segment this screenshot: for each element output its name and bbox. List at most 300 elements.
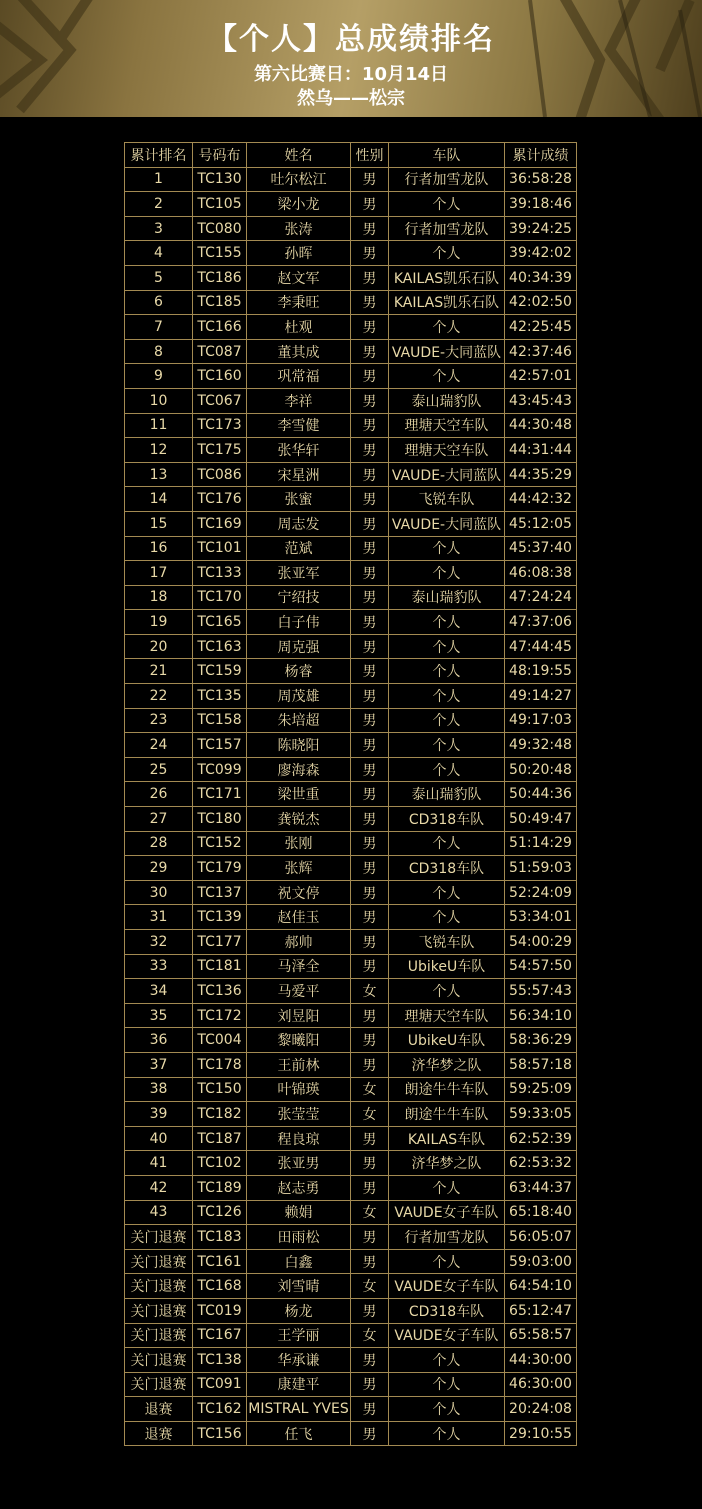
gender-cell: 男 xyxy=(351,1348,389,1373)
table-row xyxy=(125,856,577,881)
bib-cell: TC166 xyxy=(193,315,247,340)
rank-cell: 24 xyxy=(125,733,193,758)
total-time-cell: 59:33:05 xyxy=(505,1102,577,1127)
team-cell: KAILAS车队 xyxy=(389,1126,505,1151)
bib-cell: TC176 xyxy=(193,487,247,512)
name-cell: 李雪健 xyxy=(247,413,351,438)
total-time-cell: 48:19:55 xyxy=(505,659,577,684)
rank-cell: 5 xyxy=(125,265,193,290)
rank-cell: 7 xyxy=(125,315,193,340)
name-cell: 程良琼 xyxy=(247,1126,351,1151)
team-cell: 个人 xyxy=(389,684,505,709)
bib-cell: TC101 xyxy=(193,536,247,561)
total-time-cell: 42:02:50 xyxy=(505,290,577,315)
bib-cell: TC162 xyxy=(193,1397,247,1422)
rank-cell: 关门退赛 xyxy=(125,1323,193,1348)
table-row xyxy=(125,265,577,290)
table-row xyxy=(125,782,577,807)
table-row xyxy=(125,1126,577,1151)
total-time-cell: 36:58:28 xyxy=(505,167,577,192)
table-row xyxy=(125,487,577,512)
name-cell: 张蜜 xyxy=(247,487,351,512)
gender-cell: 女 xyxy=(351,1077,389,1102)
bib-cell: TC165 xyxy=(193,610,247,635)
bib-cell: TC168 xyxy=(193,1274,247,1299)
col-header-team: 车队 xyxy=(389,143,505,168)
name-cell: 梁世重 xyxy=(247,782,351,807)
name-cell: 田雨松 xyxy=(247,1225,351,1250)
bib-cell: TC150 xyxy=(193,1077,247,1102)
team-cell: 个人 xyxy=(389,364,505,389)
team-cell: VAUDE女子车队 xyxy=(389,1274,505,1299)
name-cell: 张亚男 xyxy=(247,1151,351,1176)
team-cell: 行者加雪龙队 xyxy=(389,1225,505,1250)
rank-cell: 31 xyxy=(125,905,193,930)
team-cell: 个人 xyxy=(389,561,505,586)
table-row xyxy=(125,241,577,266)
name-cell: 马泽全 xyxy=(247,954,351,979)
table-row xyxy=(125,388,577,413)
gender-cell: 男 xyxy=(351,364,389,389)
bib-cell: TC161 xyxy=(193,1249,247,1274)
table-row xyxy=(125,1397,577,1422)
total-time-cell: 39:18:46 xyxy=(505,192,577,217)
name-cell: 张华轩 xyxy=(247,438,351,463)
team-cell: 飞锐车队 xyxy=(389,487,505,512)
gender-cell: 男 xyxy=(351,1397,389,1422)
col-header-bib: 号码布 xyxy=(193,143,247,168)
team-cell: 个人 xyxy=(389,1348,505,1373)
bib-cell: TC087 xyxy=(193,339,247,364)
bib-cell: TC158 xyxy=(193,708,247,733)
total-time-cell: 63:44:37 xyxy=(505,1175,577,1200)
gender-cell: 男 xyxy=(351,1126,389,1151)
gender-cell: 男 xyxy=(351,585,389,610)
rank-cell: 22 xyxy=(125,684,193,709)
team-cell: VAUDE-大同蓝队 xyxy=(389,462,505,487)
total-time-cell: 46:08:38 xyxy=(505,561,577,586)
table-header-row xyxy=(125,143,577,168)
table-row xyxy=(125,1421,577,1446)
rank-cell: 关门退赛 xyxy=(125,1274,193,1299)
bib-cell: TC091 xyxy=(193,1372,247,1397)
table-row xyxy=(125,561,577,586)
team-cell: 个人 xyxy=(389,831,505,856)
total-time-cell: 44:31:44 xyxy=(505,438,577,463)
team-cell: 理塘天空车队 xyxy=(389,413,505,438)
team-cell: 个人 xyxy=(389,610,505,635)
table-row xyxy=(125,1225,577,1250)
name-cell: 刘昱阳 xyxy=(247,1003,351,1028)
name-cell: 张莹莹 xyxy=(247,1102,351,1127)
team-cell: 个人 xyxy=(389,880,505,905)
rank-cell: 14 xyxy=(125,487,193,512)
table-row xyxy=(125,634,577,659)
team-cell: VAUDE-大同蓝队 xyxy=(389,511,505,536)
gender-cell: 男 xyxy=(351,438,389,463)
rank-cell: 关门退赛 xyxy=(125,1249,193,1274)
table-row xyxy=(125,536,577,561)
table-row xyxy=(125,659,577,684)
bib-cell: TC152 xyxy=(193,831,247,856)
name-cell: 张亚军 xyxy=(247,561,351,586)
team-cell: VAUDE女子车队 xyxy=(389,1323,505,1348)
table-row xyxy=(125,708,577,733)
gender-cell: 女 xyxy=(351,1323,389,1348)
total-time-cell: 45:12:05 xyxy=(505,511,577,536)
table-row xyxy=(125,1298,577,1323)
total-time-cell: 50:49:47 xyxy=(505,807,577,832)
total-time-cell: 46:30:00 xyxy=(505,1372,577,1397)
bib-cell: TC155 xyxy=(193,241,247,266)
team-cell: CD318车队 xyxy=(389,807,505,832)
team-cell: 个人 xyxy=(389,192,505,217)
name-cell: 周志发 xyxy=(247,511,351,536)
team-cell: 个人 xyxy=(389,536,505,561)
team-cell: KAILAS凯乐石队 xyxy=(389,265,505,290)
total-time-cell: 49:17:03 xyxy=(505,708,577,733)
team-cell: 个人 xyxy=(389,241,505,266)
table-row xyxy=(125,462,577,487)
gender-cell: 男 xyxy=(351,192,389,217)
name-cell: 陈晓阳 xyxy=(247,733,351,758)
name-cell: 周克强 xyxy=(247,634,351,659)
name-cell: 李秉旺 xyxy=(247,290,351,315)
bib-cell: TC172 xyxy=(193,1003,247,1028)
bib-cell: TC086 xyxy=(193,462,247,487)
bib-cell: TC175 xyxy=(193,438,247,463)
bib-cell: TC181 xyxy=(193,954,247,979)
rank-cell: 34 xyxy=(125,979,193,1004)
table-row xyxy=(125,1151,577,1176)
total-time-cell: 44:35:29 xyxy=(505,462,577,487)
name-cell: 周茂雄 xyxy=(247,684,351,709)
table-row xyxy=(125,1102,577,1127)
table-body xyxy=(125,167,577,1446)
table-row xyxy=(125,905,577,930)
name-cell: 宋星洲 xyxy=(247,462,351,487)
bib-cell: TC019 xyxy=(193,1298,247,1323)
bib-cell: TC136 xyxy=(193,979,247,1004)
name-cell: 赵志勇 xyxy=(247,1175,351,1200)
name-cell: 刘雪晴 xyxy=(247,1274,351,1299)
rank-cell: 26 xyxy=(125,782,193,807)
name-cell: 王学丽 xyxy=(247,1323,351,1348)
rank-cell: 10 xyxy=(125,388,193,413)
name-cell: 董其成 xyxy=(247,339,351,364)
table-row xyxy=(125,1028,577,1053)
gender-cell: 男 xyxy=(351,733,389,758)
table-row xyxy=(125,511,577,536)
total-time-cell: 65:58:57 xyxy=(505,1323,577,1348)
route-subtitle: 然乌——松宗 xyxy=(297,88,405,109)
bib-cell: TC180 xyxy=(193,807,247,832)
rank-cell: 4 xyxy=(125,241,193,266)
gender-cell: 男 xyxy=(351,561,389,586)
gender-cell: 男 xyxy=(351,807,389,832)
total-time-cell: 54:00:29 xyxy=(505,930,577,955)
rank-cell: 39 xyxy=(125,1102,193,1127)
team-cell: 个人 xyxy=(389,1249,505,1274)
team-cell: 个人 xyxy=(389,979,505,1004)
rank-cell: 19 xyxy=(125,610,193,635)
team-cell: 个人 xyxy=(389,733,505,758)
team-cell: 个人 xyxy=(389,659,505,684)
total-time-cell: 42:57:01 xyxy=(505,364,577,389)
total-time-cell: 47:44:45 xyxy=(505,634,577,659)
table-row xyxy=(125,315,577,340)
team-cell: 济华梦之队 xyxy=(389,1151,505,1176)
col-header-name: 姓名 xyxy=(247,143,351,168)
bib-cell: TC130 xyxy=(193,167,247,192)
gender-cell: 女 xyxy=(351,1200,389,1225)
total-time-cell: 51:14:29 xyxy=(505,831,577,856)
total-time-cell: 64:54:10 xyxy=(505,1274,577,1299)
rank-cell: 28 xyxy=(125,831,193,856)
name-cell: 宁绍技 xyxy=(247,585,351,610)
rank-cell: 9 xyxy=(125,364,193,389)
bib-cell: TC099 xyxy=(193,757,247,782)
gender-cell: 男 xyxy=(351,290,389,315)
rank-cell: 关门退赛 xyxy=(125,1298,193,1323)
total-time-cell: 53:34:01 xyxy=(505,905,577,930)
gender-cell: 男 xyxy=(351,782,389,807)
bib-cell: TC126 xyxy=(193,1200,247,1225)
total-time-cell: 51:59:03 xyxy=(505,856,577,881)
rank-cell: 25 xyxy=(125,757,193,782)
gender-cell: 男 xyxy=(351,880,389,905)
team-cell: 泰山瑞豹队 xyxy=(389,782,505,807)
name-cell: 梁小龙 xyxy=(247,192,351,217)
total-time-cell: 65:18:40 xyxy=(505,1200,577,1225)
name-cell: 白子伟 xyxy=(247,610,351,635)
team-cell: CD318车队 xyxy=(389,1298,505,1323)
bib-cell: TC177 xyxy=(193,930,247,955)
name-cell: 廖海森 xyxy=(247,757,351,782)
bib-cell: TC138 xyxy=(193,1348,247,1373)
total-time-cell: 42:25:45 xyxy=(505,315,577,340)
gender-cell: 男 xyxy=(351,487,389,512)
table-row xyxy=(125,585,577,610)
name-cell: 马爱平 xyxy=(247,979,351,1004)
name-cell: 黎曦阳 xyxy=(247,1028,351,1053)
name-cell: 杨龙 xyxy=(247,1298,351,1323)
bib-cell: TC067 xyxy=(193,388,247,413)
total-time-cell: 56:34:10 xyxy=(505,1003,577,1028)
rank-cell: 38 xyxy=(125,1077,193,1102)
rank-cell: 33 xyxy=(125,954,193,979)
team-cell: 个人 xyxy=(389,315,505,340)
team-cell: 泰山瑞豹队 xyxy=(389,388,505,413)
table-row xyxy=(125,290,577,315)
gender-cell: 男 xyxy=(351,1298,389,1323)
team-cell: 个人 xyxy=(389,708,505,733)
table-row xyxy=(125,1052,577,1077)
gender-cell: 男 xyxy=(351,1003,389,1028)
total-time-cell: 52:24:09 xyxy=(505,880,577,905)
total-time-cell: 59:03:00 xyxy=(505,1249,577,1274)
table-row xyxy=(125,930,577,955)
rank-cell: 关门退赛 xyxy=(125,1225,193,1250)
total-time-cell: 58:57:18 xyxy=(505,1052,577,1077)
table-row xyxy=(125,339,577,364)
total-time-cell: 45:37:40 xyxy=(505,536,577,561)
bib-cell: TC171 xyxy=(193,782,247,807)
team-cell: 个人 xyxy=(389,905,505,930)
col-header-rank: 累计排名 xyxy=(125,143,193,168)
total-time-cell: 43:45:43 xyxy=(505,388,577,413)
rank-cell: 36 xyxy=(125,1028,193,1053)
table-row xyxy=(125,216,577,241)
total-time-cell: 44:42:32 xyxy=(505,487,577,512)
total-time-cell: 40:34:39 xyxy=(505,265,577,290)
table-row xyxy=(125,880,577,905)
gender-cell: 男 xyxy=(351,1249,389,1274)
team-cell: UbikeU车队 xyxy=(389,954,505,979)
rank-cell: 23 xyxy=(125,708,193,733)
gender-cell: 男 xyxy=(351,511,389,536)
gender-cell: 男 xyxy=(351,954,389,979)
table-row xyxy=(125,1200,577,1225)
name-cell: 朱培超 xyxy=(247,708,351,733)
bib-cell: TC163 xyxy=(193,634,247,659)
name-cell: 华承谦 xyxy=(247,1348,351,1373)
total-time-cell: 39:24:25 xyxy=(505,216,577,241)
col-header-total-time: 累计成绩 xyxy=(505,143,577,168)
name-cell: 张涛 xyxy=(247,216,351,241)
ranking-table xyxy=(124,142,577,1446)
name-cell: 叶锦瑛 xyxy=(247,1077,351,1102)
gender-cell: 男 xyxy=(351,930,389,955)
name-cell: 龚锐杰 xyxy=(247,807,351,832)
total-time-cell: 47:24:24 xyxy=(505,585,577,610)
team-cell: 行者加雪龙队 xyxy=(389,167,505,192)
team-cell: 行者加雪龙队 xyxy=(389,216,505,241)
gender-cell: 男 xyxy=(351,1225,389,1250)
table-row xyxy=(125,807,577,832)
gender-cell: 男 xyxy=(351,315,389,340)
rank-cell: 32 xyxy=(125,930,193,955)
gender-cell: 男 xyxy=(351,634,389,659)
team-cell: 个人 xyxy=(389,1397,505,1422)
gender-cell: 男 xyxy=(351,1052,389,1077)
table-row xyxy=(125,610,577,635)
table-row xyxy=(125,1372,577,1397)
gender-cell: 男 xyxy=(351,388,389,413)
bib-cell: TC169 xyxy=(193,511,247,536)
page-title: 【个人】总成绩排名 xyxy=(207,22,495,57)
gender-cell: 男 xyxy=(351,536,389,561)
total-time-cell: 59:25:09 xyxy=(505,1077,577,1102)
rank-cell: 42 xyxy=(125,1175,193,1200)
name-cell: 杜观 xyxy=(247,315,351,340)
team-cell: UbikeU车队 xyxy=(389,1028,505,1053)
name-cell: 白鑫 xyxy=(247,1249,351,1274)
rank-cell: 2 xyxy=(125,192,193,217)
gender-cell: 男 xyxy=(351,1421,389,1446)
gender-cell: 男 xyxy=(351,905,389,930)
team-cell: 泰山瑞豹队 xyxy=(389,585,505,610)
team-cell: VAUDE女子车队 xyxy=(389,1200,505,1225)
table-row xyxy=(125,831,577,856)
table-row xyxy=(125,1249,577,1274)
rank-cell: 41 xyxy=(125,1151,193,1176)
team-cell: 个人 xyxy=(389,757,505,782)
bib-cell: TC133 xyxy=(193,561,247,586)
race-day-subtitle: 第六比赛日：10月14日 xyxy=(253,64,449,85)
name-cell: 赖娟 xyxy=(247,1200,351,1225)
name-cell: 祝文停 xyxy=(247,880,351,905)
rank-cell: 关门退赛 xyxy=(125,1372,193,1397)
bib-cell: TC157 xyxy=(193,733,247,758)
team-cell: 理塘天空车队 xyxy=(389,438,505,463)
name-cell: 吐尔松江 xyxy=(247,167,351,192)
gender-cell: 男 xyxy=(351,462,389,487)
table-row xyxy=(125,1348,577,1373)
name-cell: 赵文军 xyxy=(247,265,351,290)
bib-cell: TC156 xyxy=(193,1421,247,1446)
gender-cell: 女 xyxy=(351,979,389,1004)
table-row xyxy=(125,1003,577,1028)
team-cell: 个人 xyxy=(389,634,505,659)
team-cell: 个人 xyxy=(389,1421,505,1446)
team-cell: CD318车队 xyxy=(389,856,505,881)
bib-cell: TC186 xyxy=(193,265,247,290)
bib-cell: TC080 xyxy=(193,216,247,241)
rank-cell: 30 xyxy=(125,880,193,905)
bib-cell: TC173 xyxy=(193,413,247,438)
gender-cell: 女 xyxy=(351,1274,389,1299)
gender-cell: 男 xyxy=(351,757,389,782)
table-row xyxy=(125,1274,577,1299)
gender-cell: 男 xyxy=(351,610,389,635)
rank-cell: 16 xyxy=(125,536,193,561)
table-row xyxy=(125,438,577,463)
table-row xyxy=(125,413,577,438)
rank-cell: 退赛 xyxy=(125,1397,193,1422)
team-cell: 朗途牛牛车队 xyxy=(389,1077,505,1102)
team-cell: KAILAS凯乐石队 xyxy=(389,290,505,315)
bib-cell: TC170 xyxy=(193,585,247,610)
total-time-cell: 42:37:46 xyxy=(505,339,577,364)
rank-cell: 15 xyxy=(125,511,193,536)
gender-cell: 男 xyxy=(351,1372,389,1397)
rank-cell: 13 xyxy=(125,462,193,487)
team-cell: 济华梦之队 xyxy=(389,1052,505,1077)
col-header-gender: 性别 xyxy=(351,143,389,168)
table-row xyxy=(125,979,577,1004)
rank-cell: 8 xyxy=(125,339,193,364)
rank-cell: 40 xyxy=(125,1126,193,1151)
name-cell: MISTRAL YVES xyxy=(247,1397,351,1422)
team-cell: 个人 xyxy=(389,1175,505,1200)
table-row xyxy=(125,1077,577,1102)
name-cell: 杨睿 xyxy=(247,659,351,684)
rank-cell: 6 xyxy=(125,290,193,315)
name-cell: 郝帅 xyxy=(247,930,351,955)
bib-cell: TC105 xyxy=(193,192,247,217)
gender-cell: 男 xyxy=(351,708,389,733)
total-time-cell: 54:57:50 xyxy=(505,954,577,979)
total-time-cell: 62:52:39 xyxy=(505,1126,577,1151)
name-cell: 孙晖 xyxy=(247,241,351,266)
gender-cell: 女 xyxy=(351,1102,389,1127)
rank-cell: 29 xyxy=(125,856,193,881)
table-row xyxy=(125,1323,577,1348)
name-cell: 张辉 xyxy=(247,856,351,881)
rank-cell: 35 xyxy=(125,1003,193,1028)
gender-cell: 男 xyxy=(351,831,389,856)
